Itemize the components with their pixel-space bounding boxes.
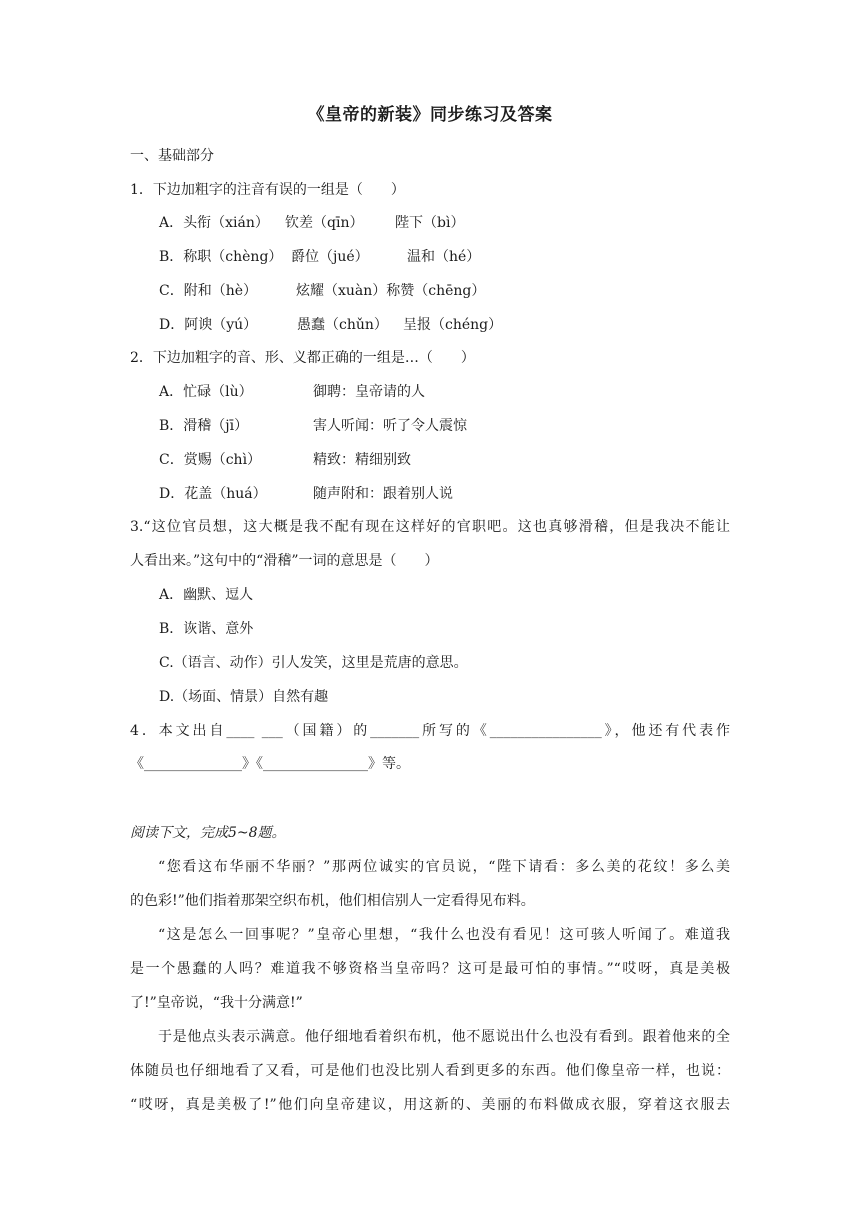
passage-line-2: 的色彩!”他们指着那架空织布机，他们相信别人一定看得见布料。 [130, 893, 535, 909]
question-4-line-1: 4．本文出自____ ___（国籍）的_______所写的《________________》，他还有代表作 [130, 723, 730, 739]
passage-line-5: 了!”皇帝说，“我十分满意!” [130, 995, 303, 1011]
question-2-option-a: A．忙碌（lù） 御聘：皇帝请的人 [159, 384, 425, 400]
question-3-option-b: B．诙谐、意外 [159, 621, 254, 637]
passage-line-1: “您看这布华丽不华丽？”那两位诚实的官员说，“陛下请看：多么美的花纹！多么美 [158, 859, 730, 875]
question-3-option-a: A．幽默、逗人 [159, 587, 254, 603]
page-title: 《皇帝的新装》同步练习及答案 [307, 105, 553, 125]
passage-line-4: 是一个愚蠢的人吗？难道我不够资格当皇帝吗？这可是最可怕的事情。”“哎呀，真是美极 [130, 961, 730, 977]
passage-line-6: 于是他点头表示满意。他仔细地看着织布机，他不愿说出什么也没有看到。跟着他来的全 [158, 1029, 730, 1045]
question-4-line-2: 《______________》《_______________》等。 [130, 756, 410, 772]
passage-line-8: “哎呀，真是美极了!”他们向皇帝建议，用这新的、美丽的布料做成衣服，穿着这衣服去 [130, 1097, 730, 1113]
question-3-stem-line-1: 3.“这位官员想，这大概是我不配有现在这样好的官职吧。这也真够滑稽，但是我决不能让 [130, 519, 730, 535]
passage-line-3: “这是怎么一回事呢？”皇帝心里想，“我什么也没有看见！这可骇人听闻了。难道我 [158, 927, 730, 943]
section-heading: 一、基础部分 [130, 148, 214, 164]
question-1-option-b: B．称职（chèng） 爵位（jué） 温和（hé） [159, 249, 481, 265]
question-1-option-a: A．头衔（xián） 钦差（qīn） 陛下（bì） [159, 215, 465, 231]
question-2-option-b: B．滑稽（jī） 害人听闻：听了令人震惊 [159, 418, 467, 434]
question-1-option-d: D．阿谀（yú） 愚蠢（chǔn） 呈报（chéng） [159, 317, 503, 333]
question-2-stem: 2．下边加粗字的音、形、义都正确的一组是…（ ） [130, 350, 475, 366]
question-2-option-d: D．花盖（huá） 随声附和：跟着别人说 [159, 486, 453, 502]
question-3-option-c: C.（语言、动作）引人发笑，这里是荒唐的意思。 [159, 655, 468, 671]
question-3-stem-line-2: 人看出来。”这句中的“滑稽”一词的意思是（ ） [130, 553, 439, 569]
passage-line-7: 体随员也仔细地看了又看，可是他们也没比别人看到更多的东西。他们像皇帝一样，也说： [130, 1063, 730, 1079]
question-1-option-c: C．附和（hè） 炫耀（xuàn）称赞（chēng） [159, 283, 486, 299]
question-3-option-d: D.（场面、情景）自然有趣 [159, 689, 329, 705]
question-1-stem: 1．下边加粗字的注音有误的一组是（ ） [130, 182, 405, 198]
reading-instruction: 阅读下文，完成5~8题。 [130, 825, 286, 841]
question-2-option-c: C．赏赐（chì） 精致：精细别致 [159, 452, 411, 468]
